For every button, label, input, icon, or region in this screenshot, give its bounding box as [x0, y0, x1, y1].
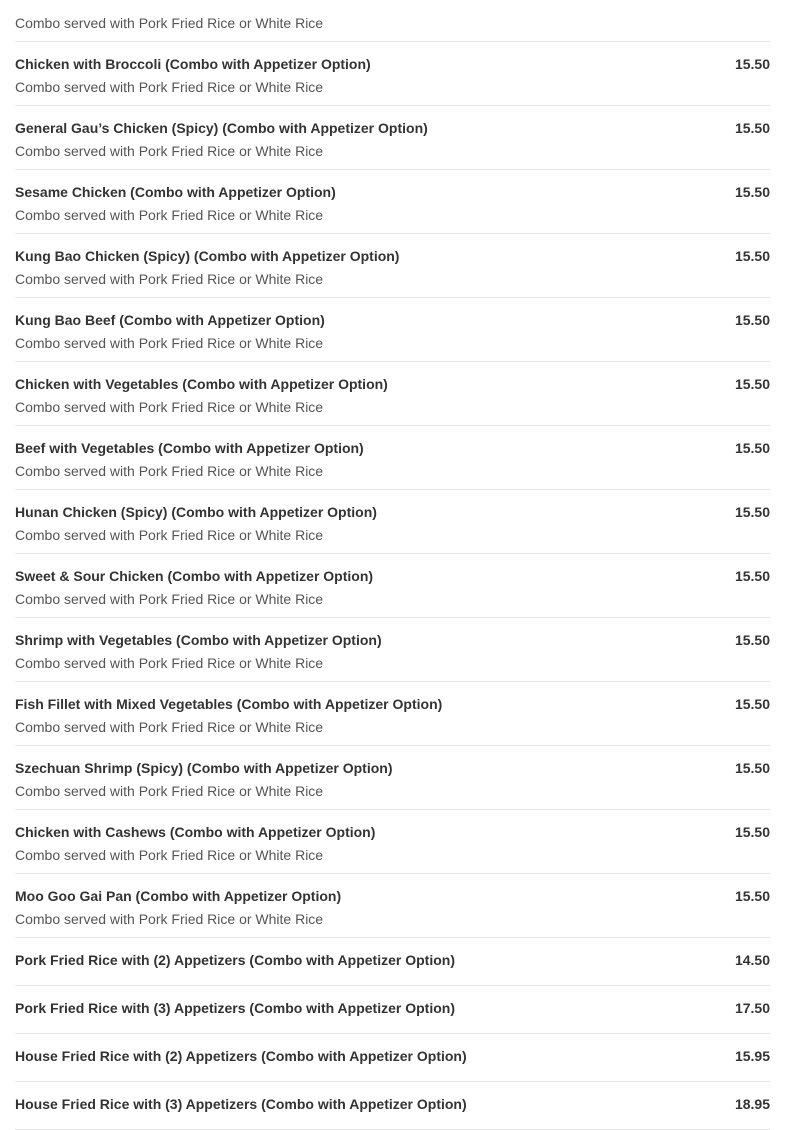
- menu-item-description: Combo served with Pork Fried Rice or White Rice: [15, 655, 324, 671]
- menu-item-price: 15.50: [734, 632, 770, 648]
- menu-item-name: Moo Goo Gai Pan (Combo with Appetizer Option): [15, 888, 342, 904]
- menu-item[interactable]: [15, 1082, 770, 1130]
- menu-item-list: [15, 0, 770, 1130]
- menu-item-name: Pork Fried Rice with (2) Appetizers (Combo with Appetizer Option): [15, 952, 455, 968]
- menu-item-name: Shrimp with Vegetables (Combo with Appetizer Option): [15, 632, 382, 648]
- menu-item[interactable]: [15, 362, 770, 426]
- menu-item[interactable]: [15, 746, 770, 810]
- menu-item-description: Combo served with Pork Fried Rice or White Rice: [15, 271, 324, 287]
- menu-item-description: Combo served with Pork Fried Rice or White Rice: [15, 15, 324, 31]
- menu-item-description: Combo served with Pork Fried Rice or White Rice: [15, 79, 324, 95]
- menu-item-name: Chicken with Vegetables (Combo with Appetizer Option): [15, 376, 388, 392]
- menu-item[interactable]: [15, 554, 770, 618]
- menu-item-partial[interactable]: [15, 0, 770, 42]
- menu-item[interactable]: [15, 42, 770, 106]
- menu-item-description: Combo served with Pork Fried Rice or White Rice: [15, 911, 324, 927]
- menu-item-price: 15.50: [734, 504, 770, 520]
- menu-item-price: 15.50: [734, 184, 770, 200]
- menu-item-price: 15.50: [734, 568, 770, 584]
- menu-item-price: 15.50: [734, 248, 770, 264]
- menu-item-name: General Gau’s Chicken (Spicy) (Combo with Appetizer Option): [15, 120, 428, 136]
- menu-item[interactable]: [15, 234, 770, 298]
- menu-item[interactable]: [15, 874, 770, 938]
- menu-item-price: 15.50: [734, 760, 770, 776]
- menu-item-name: House Fried Rice with (3) Appetizers (Combo with Appetizer Option): [15, 1096, 467, 1112]
- menu-item[interactable]: [15, 682, 770, 746]
- menu-item[interactable]: [15, 490, 770, 554]
- menu-item[interactable]: [15, 938, 770, 986]
- menu-item-description: Combo served with Pork Fried Rice or White Rice: [15, 527, 324, 543]
- menu-item-name: Kung Bao Chicken (Spicy) (Combo with Appetizer Option): [15, 248, 400, 264]
- menu-item-description: Combo served with Pork Fried Rice or White Rice: [15, 335, 324, 351]
- menu-item-price: 15.50: [734, 312, 770, 328]
- menu-item-name: Sweet & Sour Chicken (Combo with Appetizer Option): [15, 568, 374, 584]
- menu-item-price: 15.50: [734, 56, 770, 72]
- menu-item-name: Beef with Vegetables (Combo with Appetizer Option): [15, 440, 364, 456]
- menu-item-name: Sesame Chicken (Combo with Appetizer Option): [15, 184, 336, 200]
- menu-item-name: Hunan Chicken (Spicy) (Combo with Appetizer Option): [15, 504, 377, 520]
- menu-item[interactable]: [15, 106, 770, 170]
- menu-item-price: 15.50: [734, 696, 770, 712]
- menu-item[interactable]: [15, 426, 770, 490]
- menu-item-price: 14.50: [734, 952, 770, 968]
- menu-item[interactable]: [15, 618, 770, 682]
- menu-item-price: 17.50: [734, 1000, 770, 1016]
- menu-item-price: 15.50: [734, 888, 770, 904]
- menu-item-name: Chicken with Cashews (Combo with Appetizer Option): [15, 824, 376, 840]
- menu-item-name: Kung Bao Beef (Combo with Appetizer Option): [15, 312, 325, 328]
- menu-item-name: House Fried Rice with (2) Appetizers (Combo with Appetizer Option): [15, 1048, 467, 1064]
- menu-item-description: Combo served with Pork Fried Rice or White Rice: [15, 719, 324, 735]
- menu-item-price: 18.95: [734, 1096, 770, 1112]
- menu-item-description: Combo served with Pork Fried Rice or White Rice: [15, 783, 324, 799]
- menu-item-description: Combo served with Pork Fried Rice or White Rice: [15, 463, 324, 479]
- menu-item[interactable]: [15, 298, 770, 362]
- menu-item-description: Combo served with Pork Fried Rice or White Rice: [15, 143, 324, 159]
- menu-item-description: Combo served with Pork Fried Rice or White Rice: [15, 591, 324, 607]
- menu-item-description: Combo served with Pork Fried Rice or White Rice: [15, 847, 324, 863]
- menu-item-price: 15.50: [734, 120, 770, 136]
- menu-item-name: Pork Fried Rice with (3) Appetizers (Combo with Appetizer Option): [15, 1000, 455, 1016]
- menu-item[interactable]: [15, 810, 770, 874]
- menu-item[interactable]: [15, 1034, 770, 1082]
- menu-item[interactable]: [15, 986, 770, 1034]
- menu-item-name: Szechuan Shrimp (Spicy) (Combo with Appetizer Option): [15, 760, 393, 776]
- menu-item-name: Chicken with Broccoli (Combo with Appetizer Option): [15, 56, 371, 72]
- menu-item-name: Fish Fillet with Mixed Vegetables (Combo with Appetizer Option): [15, 696, 443, 712]
- menu-item[interactable]: [15, 170, 770, 234]
- menu-item-price: 15.50: [734, 824, 770, 840]
- menu-item-price: 15.50: [734, 376, 770, 392]
- menu-item-description: Combo served with Pork Fried Rice or White Rice: [15, 207, 324, 223]
- menu-item-price: 15.50: [734, 440, 770, 456]
- menu-item-description: Combo served with Pork Fried Rice or White Rice: [15, 399, 324, 415]
- menu-item-price: 15.95: [734, 1048, 770, 1064]
